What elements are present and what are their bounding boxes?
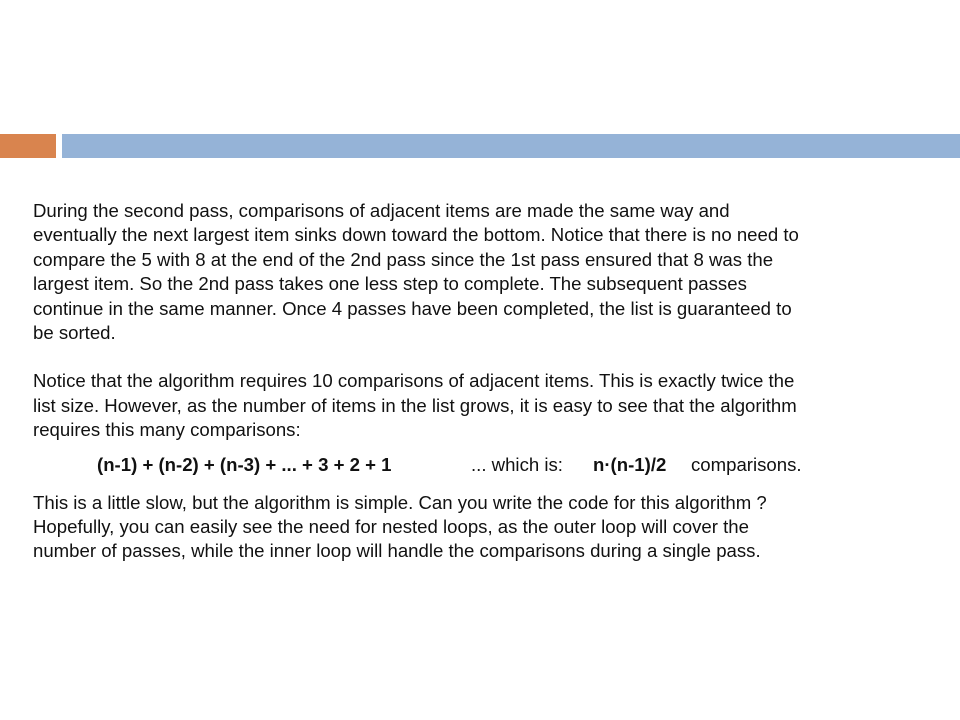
paragraph-conclusion: This is a little slow, but the algorithm is simple. Can you write the code for this algorithm ? Hopefully, you can easily see the need for nested loops, as the outer loop will cover the number of passes, while the inner loop will handle the comparisons during a single pass. xyxy=(33,491,767,562)
accent-bar-orange xyxy=(0,134,56,158)
paragraph-second-pass: During the second pass, comparisons of adjacent items are made the same way and eventually the next largest item sinks down toward the bottom. Notice that there is no need to compare the 5 with 8 at the end of the 2nd pass since the 1st pass ensured that 8 was the largest item. So the 2nd pass takes one less step to complete. The subsequent passes continue in the same manner. Once 4 passes have been completed, the list is guaranteed to be sorted. xyxy=(33,200,799,344)
formula-series: (n-1) + (n-2) + (n-3) + ... + 3 + 2 + 1 xyxy=(97,453,392,475)
paragraph-spacer xyxy=(33,345,933,369)
formula-which-is: ... which is: xyxy=(471,453,563,475)
slide-body xyxy=(33,199,933,564)
paragraph-comparison-count: Notice that the algorithm requires 10 comparisons of adjacent items. This is exactly twice the list size. However, as the number of items in the list grows, it is easy to see that the algorithm requires this many comparisons: xyxy=(33,370,797,441)
accent-bar-blue xyxy=(62,134,960,158)
formula-line xyxy=(33,453,933,477)
formula-comparisons-label: comparisons. xyxy=(691,453,802,475)
formula-closed-form: n·(n-1)/2 xyxy=(593,453,667,475)
